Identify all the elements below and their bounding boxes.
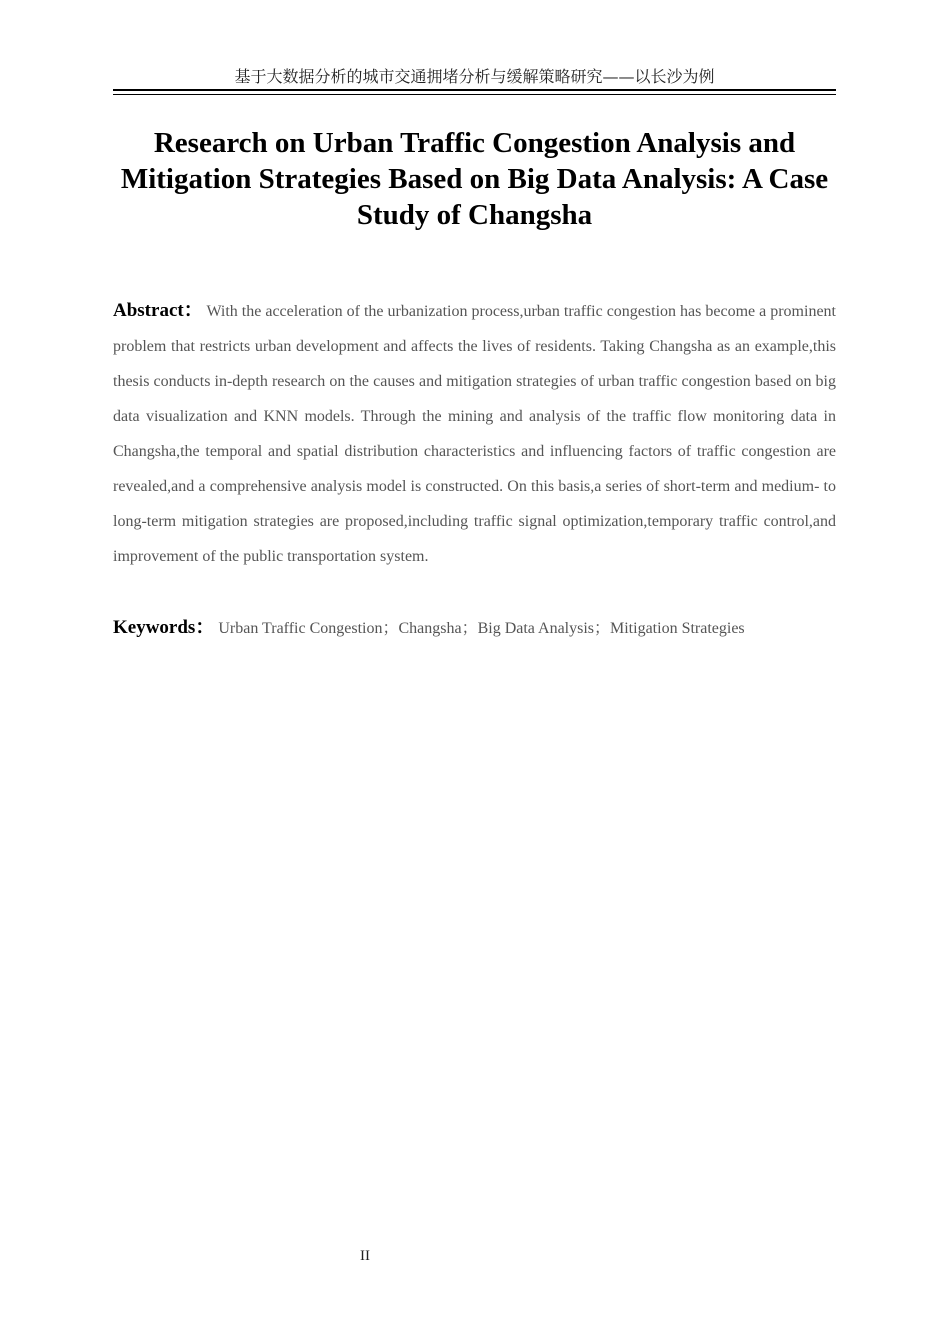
header-rule-thick bbox=[113, 89, 836, 91]
running-header: 基于大数据分析的城市交通拥堵分析与缓解策略研究——以长沙为例 bbox=[234, 67, 715, 86]
abstract-label: Abstract： bbox=[113, 300, 203, 321]
paper-title: Research on Urban Traffic Congestion Analysis and Mitigation Strategies Based on Big Data Analysis: A Case Study of Changsha bbox=[120, 127, 829, 231]
abstract-paragraph bbox=[113, 293, 836, 574]
abstract-text: With the acceleration of the urbanization process,urban traffic congestion has become a prominent problem that restricts urban development and affects the lives of residents. Taking Changsha as an example,this thesis conducts in-depth research on the causes and mitigation strategies of urban traffic congestion based on big data visualization and KNN models. Through the mining and analysis of the traffic flow monitoring data in Changsha,the temporal and spatial distribution characteristics and influencing factors of traffic congestion are revealed,and a comprehensive analysis model is constructed. On this basis,a series of short-term and medium- to long-term mitigation strategies are proposed,including traffic signal optimization,temporary traffic control,and improvement of the public transportation system. bbox=[113, 303, 836, 565]
keywords-label: Keywords： bbox=[113, 617, 215, 638]
keywords-text: Urban Traffic Congestion；Changsha；Big Data Analysis；Mitigation Strategies bbox=[218, 620, 745, 637]
header-rule-thin bbox=[113, 94, 836, 95]
page-number: II bbox=[360, 1248, 370, 1264]
keywords-paragraph bbox=[113, 610, 836, 646]
